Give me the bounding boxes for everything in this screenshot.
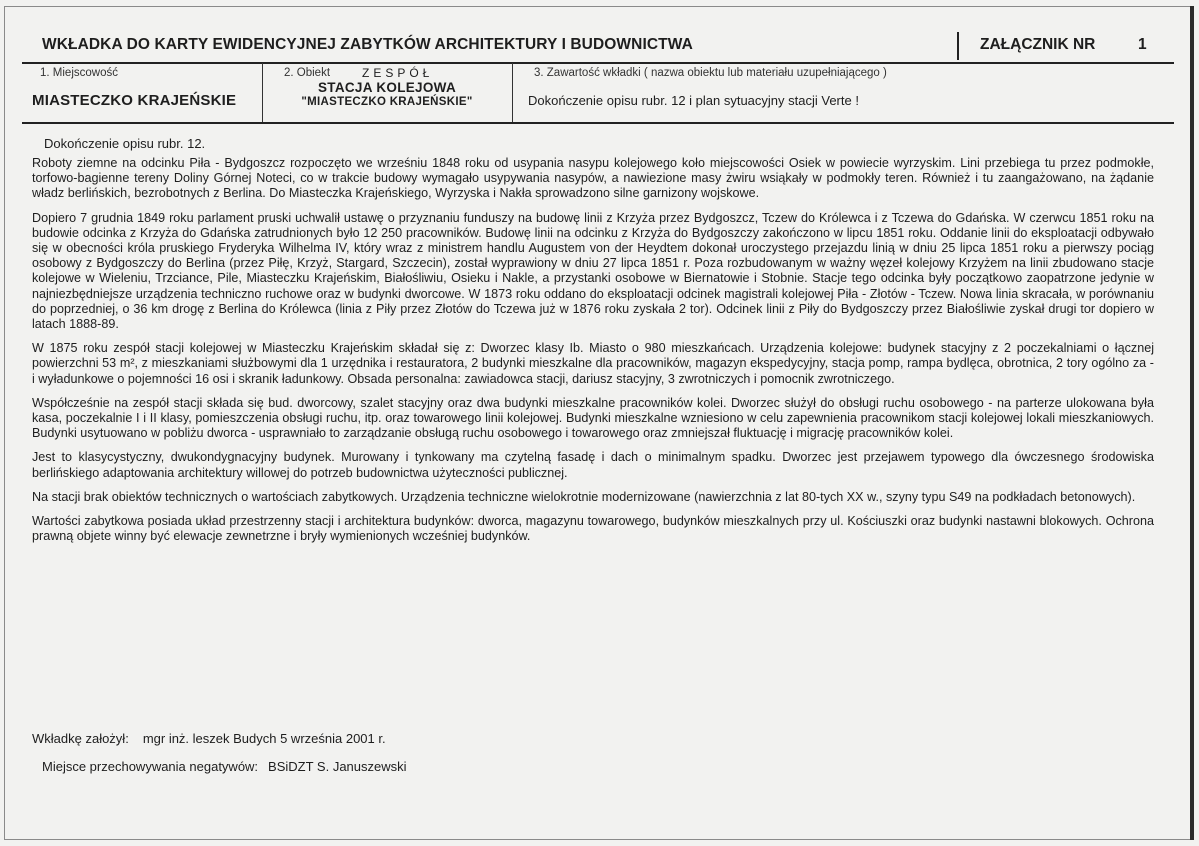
content-value: Dokończenie opisu rubr. 12 i plan sytuacyjny stacji Verte ! xyxy=(528,93,859,108)
object-label: 2. Obiekt xyxy=(284,67,331,79)
negatives-value: BSiDZT S. Januszewski xyxy=(268,759,407,774)
paragraph-3: W 1875 roku zespół stacji kolejowej w Miasteczku Krajeńskim składał się z: Dworzec klasy Ib. Miasto o 980 mieszkańcach. Urządzenia kolejowe: budynek stacyjny z 2 poczekalniami o łącznej powierzchni 53 m², z mieszkaniami służbowymi dla 1 urzędnika i restauratora, 2 budynki mieszkalne dla pracowników, magazyn ekspedycyjny, stacja pomp, rampa bydlęca, obrotnica, 2 tory ogólno za - i wyładunkowe o pojemności 16 osi i skranik ładunkowy. Obsada personalna: zawiadowca stacji, dariusz stacyjny, 3 zwrotniczych i pomocnik zwrotniczego. xyxy=(32,341,1154,386)
object-name-line1: STACJA KOLEJOWA xyxy=(317,80,456,95)
object-name xyxy=(268,80,506,110)
card-title: WKŁADKA DO KARTY EWIDENCYJNEJ ZABYTKÓW ARCHITEKTURY I BUDOWNICTWA xyxy=(42,36,693,53)
negatives-label: Miejsce przechowywania negatywów: xyxy=(42,759,259,774)
locality-label: 1. Miejscowość xyxy=(40,67,118,79)
section-heading: Dokończenie opisu rubr. 12. xyxy=(44,136,206,151)
paragraph-4: Współcześnie na zespół stacji składa się bud. dworcowy, szalet stacyjny oraz dwa budynki mieszkalne pracowników kolei. Dworzec służył do obsługi ruchu osobowego - na parterze ulokowana była kasa, poczekalnie I i II klasy, pomieszczenia obsługi ruchu, itp. oraz towarowego linii kolejowej. Budynki mieszkalne wzniesiono w celu zapewnienia pracownikom stacji kolejowej lokali mieszkaniowych. Budynki usytuowano w pobliżu dworca - usprawniało to zarządzanie obsługą ruchu osobowego i towarowego oraz zmniejszał fluktuację i migrację pracowników kolei. xyxy=(32,395,1154,441)
fields-rule xyxy=(22,122,1174,124)
author-row xyxy=(32,731,386,746)
header-divider xyxy=(957,32,959,60)
paragraph-5: Jest to klasycystyczny, dwukondygnacyjny budynek. Murowany i tynkowany ma czytelną fasadę i dach o minimalnym spadku. Dworzec jest przejawem typowego dla ówczesnego środowiska berlińskiego adaptowania architektury willowej do potrzeb budownictwa użyteczności publicznej. xyxy=(32,450,1154,480)
negatives-row xyxy=(42,759,407,774)
column-divider-1 xyxy=(262,63,263,123)
paragraph-7: Wartości zabytkowa posiada układ przestrzenny stacji i architektura budynków: dworca, magazynu towarowego, budynków mieszkalnych przy ul. Kościuszki oraz budynki nastawni blokowych. Ochrona prawną objete winny być elewacje zewnetrzne i bryły wymienionych wcześniej budynków. xyxy=(32,514,1154,544)
description-body xyxy=(32,156,1154,553)
annex-number: 1 xyxy=(1138,36,1147,53)
object-type: ZESPÓŁ xyxy=(362,66,434,80)
paragraph-6: Na stacji brak obiektów technicznych o wartościach zabytkowych. Urządzenia techniczne wielokrotnie modernizowane (nawierzchnia z lat 80-tych XX w., szyny typu S49 na podkładach betonowych). xyxy=(32,489,1136,504)
object-name-line2: "MIASTECZKO KRAJEŃSKIE" xyxy=(301,96,473,108)
column-divider-2 xyxy=(512,63,513,123)
locality-value: MIASTECZKO KRAJEŃSKIE xyxy=(32,92,237,109)
annex-label: ZAŁĄCZNIK NR xyxy=(980,36,1096,53)
header-rule xyxy=(22,62,1174,64)
paragraph-1: Roboty ziemne na odcinku Piła - Bydgoszcz rozpoczęto we wrześniu 1848 roku od usypania nasypu kolejowego koło miejscowości Osiek w powiecie wyrzyskim. Lini przebiega tu przez podmokłe, torfowo-bagienne tereny Doliny Górnej Noteci, co w trakcie budowy wymagało usypywania nasypów, a nawiezione masy żwiru wsiąkały w podmokły teren. Również i tu zaangażowano, na żądanie władz berlińskich, bezrobotnych z Berlina. Do Miasteczka Krajeńskiego, Wyrzyska i Nakła sprowadzono silne garnizony wojskowe. xyxy=(32,156,1154,201)
content-label: 3. Zawartość wkładki ( nazwa obiektu lub materiału uzupełniającego ) xyxy=(534,67,887,79)
author-value: mgr inż. leszek Budych 5 września 2001 r. xyxy=(142,731,386,746)
paragraph-2: Dopiero 7 grudnia 1849 roku parlament pruski uchwalił ustawę o przyznaniu funduszy na budowę linii z Krzyża przez Bydgoszcz, Tczew do Królewca i z Tczewa do Gdańska. W czerwcu 1851 roku na budowie odcinka z Krzyża do Gdańska zatrudnionych było 12 250 pracowników. Budowę linii na odcinku z Krzyża do Bydgoszczy zakończono w lipcu 1851 roku. Oddanie linii do eksploatacji odbywało się w obecności króla pruskiego Fryderyka Wilhelma IV, który wraz z ministrem handlu Augustem von der Heydtem dokonał uroczystego przejazdu linią w dniu 25 lipca 1851 roku a pierwszy pociąg osobowy z Bydgoszczy do Berlina (przez Piłę, Krzyż, Stargard, Szczecin), został wyprawiony w dniu 27 lipca 1851 r. Poza rozbudowanym w ważny węzeł kolejowy Krzyżem na linii zbudowano stacje kolejowe w Wieleniu, Trzciance, Pile, Miasteczku Krajeńskim, Białośliwiu, Osieku i Nakle, a przystanki osobowe w Biernatowie i Stobnie. Stacje tego odcinka były początkowo zaopatrzone jedynie w najniezbędniejsze urządzenia techniczno ruchowe oraz w budynki dworcowe. W 1873 roku oddano do eksploatacji odcinek magistrali kolejowej Piła - Złotów - Tczew. Nowa linia skracała, w porównaniu do poprzedniej, o 36 km drogę z Berlina do Królewca (linia z Piły przez Złotów do Tczewa już w 1876 roku zyskała 2 tor). Odcinek linii z Piły do Bydgoszczy przez Białośliwie zyskał drugi tor dopiero w latach 1888-89. xyxy=(32,210,1154,332)
author-label: Wkładkę założył: xyxy=(32,731,129,746)
